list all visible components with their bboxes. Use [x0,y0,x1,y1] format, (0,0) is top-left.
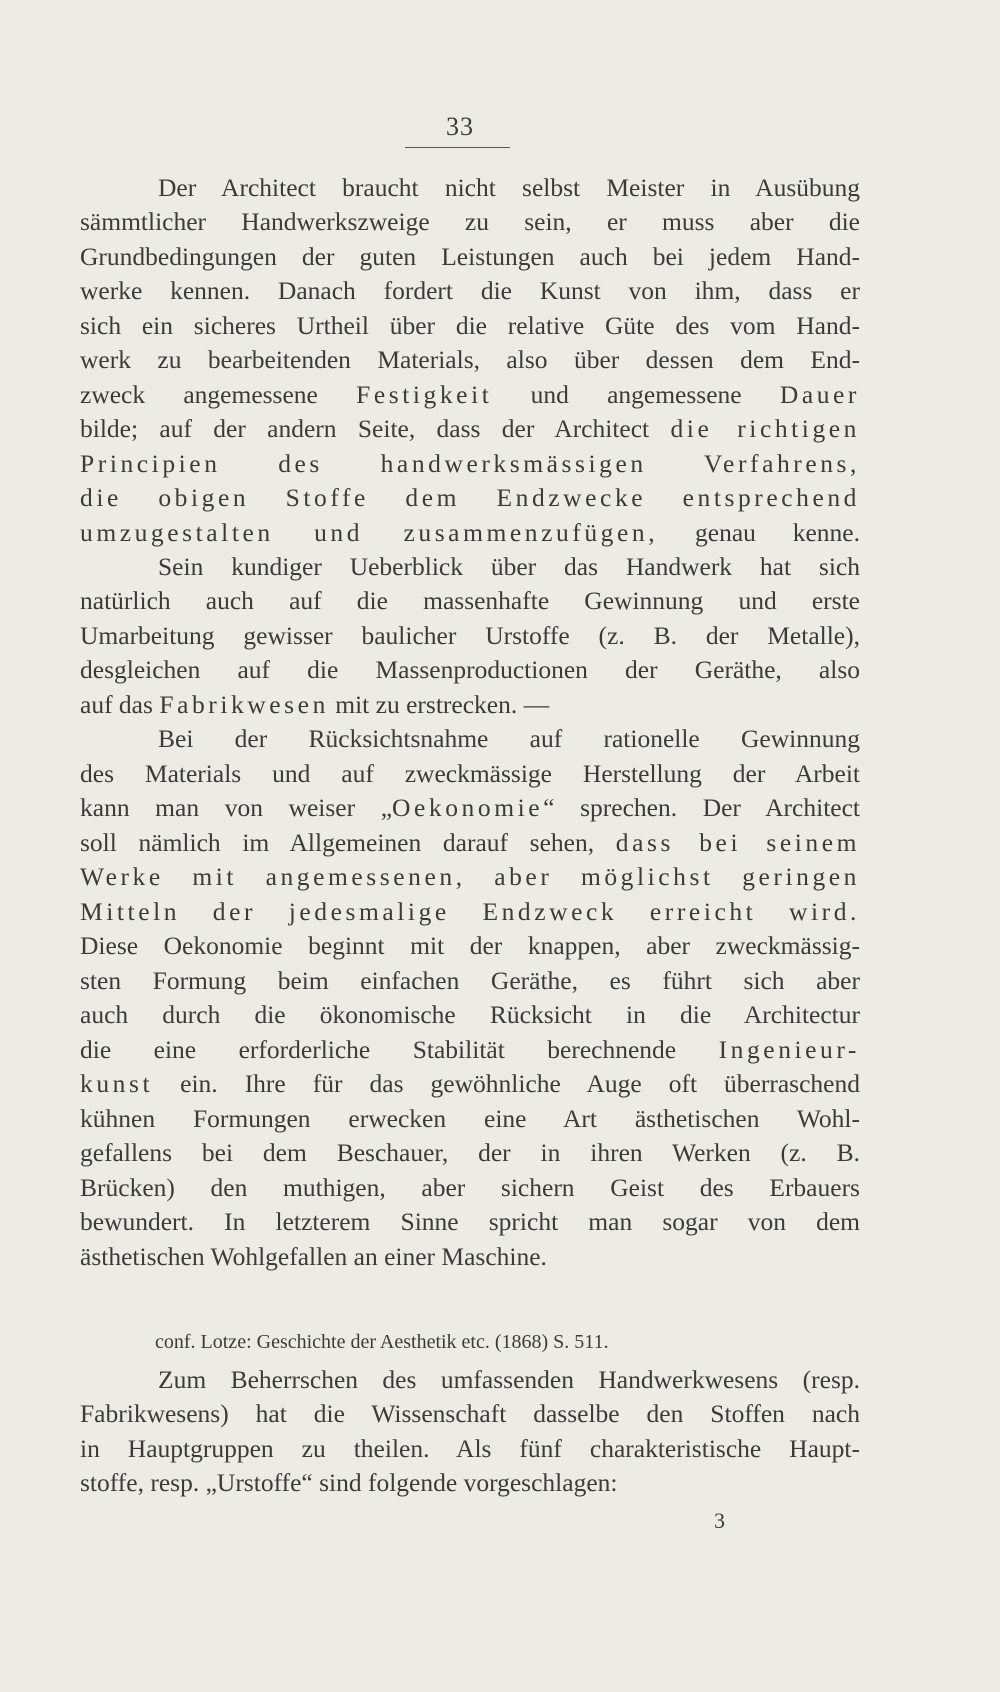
spaced-emphasis: die obigen Stoffe dem Endzwecke entsprechend [80,483,860,512]
text-line: Bei der Rücksichtsnahme auf rationelle Gewinnung [158,724,860,753]
text-run: soll nämlich im Allgemeinen darauf sehen, [80,828,616,857]
text-line [80,1067,860,1101]
spaced-emphasis: Principien des handwerksmässigen Verfahrens, [80,449,860,478]
text-line: Fabrikwesens) hat die Wissenschaft dasselbe den Stoffen nach [80,1399,860,1428]
text-line [80,1033,860,1067]
page-number-rule [405,147,510,148]
text-run: auf das [80,690,160,719]
spaced-emphasis: Festigkeit [356,380,493,409]
text-line: ästhetischen Wohlgefallen an einer Maschine. [80,1242,547,1271]
spaced-emphasis: Ingenieur- [718,1035,860,1064]
text-line: des Materials und auf zweckmässige Herstellung der Arbeit [80,759,860,788]
text-line: bewundert. In letzterem Sinne spricht man sogar von dem [80,1207,860,1236]
text-run: kann man von weiser „ [80,793,393,822]
text-line: auch durch die ökonomische Rücksicht in die Architectur [80,1000,860,1029]
spaced-emphasis: die richtigen [670,414,860,443]
text-line: Diese Oekonomie beginnt mit der knappen, aber zweckmässig- [80,931,860,960]
spaced-emphasis: dass bei seinem [615,828,860,857]
text-run: zweck angemessene [80,380,357,409]
text-line: werk zu bearbeitenden Materials, also über dessen dem End- [80,345,860,374]
text-run: genau kenne. [658,518,860,547]
text-line: Der Architect braucht nicht selbst Meister in Ausübung [158,173,860,202]
text-line: sämmtlicher Handwerkszweige zu sein, er muss aber die [80,207,860,236]
spaced-emphasis: Werke mit angemessenen, aber möglichst geringen [80,862,860,891]
text-line: kühnen Formungen erwecken eine Art ästhetischen Wohl- [80,1104,860,1133]
text-line: Zum Beherrschen des umfassenden Handwerkwesens (resp. [158,1365,860,1394]
text-run: “ sprechen. Der Architect [543,793,860,822]
text-line: Grundbedingungen der guten Leistungen auch bei jedem Hand- [80,242,860,271]
text-run: mit zu erstrecken. — [328,690,550,719]
spaced-emphasis: Mitteln der jedesmalige Endzweck erreicht wird. [80,897,860,926]
text-line [80,895,860,929]
spaced-emphasis: kunst [80,1069,154,1098]
text-line: werke kennen. Danach fordert die Kunst von ihm, dass er [80,276,860,305]
text-line: in Hauptgruppen zu theilen. Als fünf charakteristische Haupt- [80,1434,860,1463]
citation: conf. Lotze: Geschichte der Aesthetik etc. (1868) S. 511. [155,1331,609,1353]
text-line: sten Formung beim einfachen Geräthe, es führt sich aber [80,966,860,995]
spaced-emphasis: Fabrikwesen [159,690,329,719]
sheet-signature: 3 [714,1508,725,1533]
text-line: stoffe, resp. „Urstoffe“ sind folgende vorgeschlagen: [80,1468,618,1497]
page-number: 33 [446,112,474,141]
text-line: Sein kundiger Ueberblick über das Handwerk hat sich [158,552,860,581]
text-line [80,412,860,446]
text-line: gefallens bei dem Beschauer, der in ihren Werken (z. B. [80,1138,860,1167]
text-line [80,481,860,515]
text-line [80,791,860,825]
text-line [80,688,860,722]
spaced-emphasis: Oekonomie [392,793,544,822]
text-line [80,860,860,894]
text-line [80,447,860,481]
text-run: die eine erforderliche Stabilität berechnende [80,1035,719,1064]
text-line: sich ein sicheres Urtheil über die relative Güte des vom Hand- [80,311,860,340]
text-line [80,516,860,550]
text-run: bilde; auf der andern Seite, dass der Architect [80,414,671,443]
text-line [80,826,860,860]
text-run: und angemessene [492,380,780,409]
text-line [80,378,860,412]
text-run: ein. Ihre für das gewöhnliche Auge oft überraschend [153,1069,860,1098]
spaced-emphasis: umzugestalten und zusammenzufügen, [80,518,659,547]
text-line: Brücken) den muthigen, aber sichern Geist des Erbauers [80,1173,860,1202]
text-line: natürlich auch auf die massenhafte Gewinnung und erste [80,586,860,615]
text-line: Umarbeitung gewisser baulicher Urstoffe (z. B. der Metalle), [80,621,860,650]
spaced-emphasis: Dauer [779,380,860,409]
text-line: desgleichen auf die Massenproductionen der Geräthe, also [80,655,860,684]
